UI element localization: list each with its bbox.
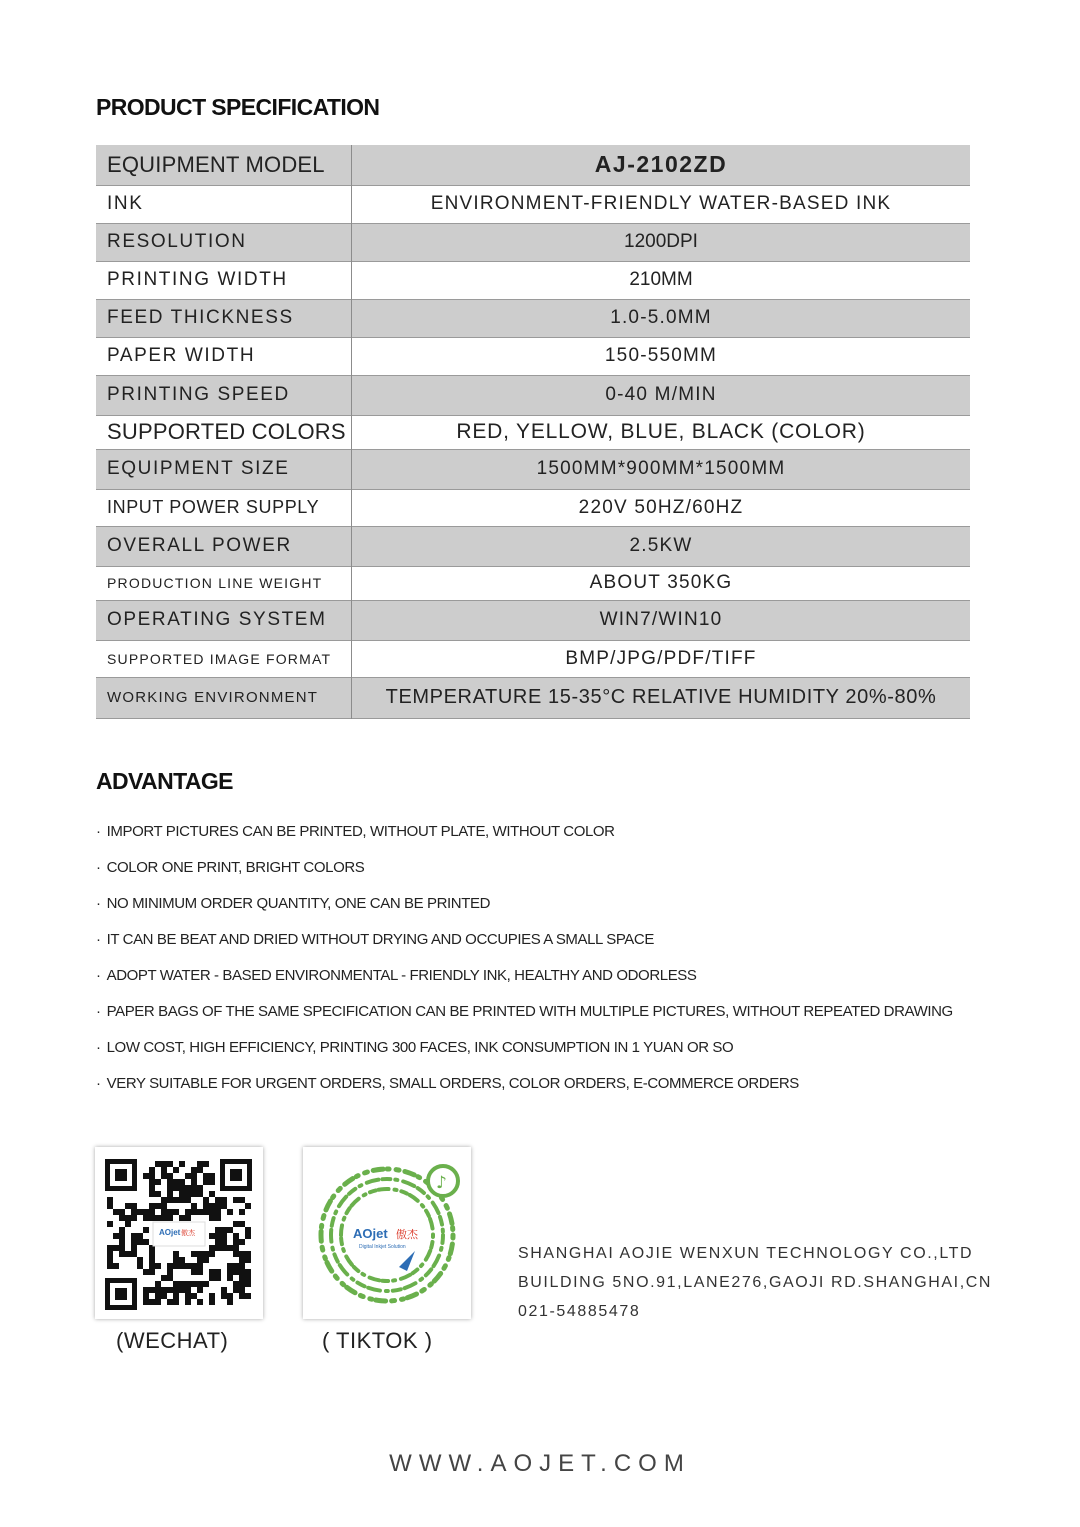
- svg-text:♪: ♪: [436, 1173, 447, 1193]
- spec-row: [96, 526, 970, 566]
- company-name: SHANGHAI AOJIE WENXUN TECHNOLOGY CO.,LTD: [518, 1245, 974, 1262]
- website-url[interactable]: WWW.AOJET.COM: [389, 1450, 691, 1477]
- spec-value: 1200DPI: [352, 223, 971, 261]
- spec-label: PAPER WIDTH: [96, 337, 352, 375]
- tiktok-label: ( TIKTOK ): [322, 1328, 433, 1353]
- wechat-label: (WECHAT): [116, 1328, 229, 1353]
- spec-value: 210MM: [629, 269, 693, 290]
- spec-value: 150-550MM: [604, 345, 718, 366]
- spec-row: [96, 261, 970, 299]
- spec-value: BMP/JPG/PDF/TIFF: [565, 647, 757, 669]
- spec-table: [96, 145, 970, 719]
- spec-row: [96, 223, 970, 261]
- advantage-item: · LOW COST, HIGH EFFICIENCY, PRINTING 300 FACES, INK CONSUMPTION IN 1 YUAN OR SO: [96, 1039, 953, 1075]
- svg-text:傲杰: 傲杰: [181, 1229, 195, 1237]
- spec-row: [96, 566, 970, 600]
- spec-row: [96, 640, 970, 677]
- svg-text:傲杰: 傲杰: [396, 1228, 418, 1241]
- spec-row: [96, 185, 970, 223]
- qr-code-icon: [95, 1147, 263, 1319]
- spec-value: WIN7/WIN10: [352, 600, 971, 640]
- spec-label: OVERALL POWER: [96, 526, 352, 566]
- advantage-list: [96, 823, 953, 1111]
- tiktok-code-icon: [303, 1147, 471, 1319]
- spec-label: RESOLUTION: [96, 223, 352, 261]
- spec-value: 220V 50HZ/60HZ: [578, 496, 744, 518]
- spec-value: ABOUT 350KG: [589, 572, 733, 593]
- spec-value: RED, YELLOW, BLUE, BLACK (COLOR): [456, 420, 866, 443]
- spec-row: [96, 489, 970, 526]
- spec-row: [96, 145, 970, 185]
- spec-label: PRINTING WIDTH: [96, 261, 352, 299]
- company-phone: 021-54885478: [518, 1303, 641, 1320]
- spec-value: 2.5KW: [352, 526, 971, 566]
- spec-label: OPERATING SYSTEM: [96, 600, 352, 640]
- company-address: BUILDING 5NO.91,LANE276,GAOJI RD.SHANGHAI,CN: [518, 1274, 993, 1291]
- advantage-item: · IT CAN BE BEAT AND DRIED WITHOUT DRYING AND OCCUPIES A SMALL SPACE: [96, 931, 953, 967]
- spec-label: EQUIPMENT SIZE: [96, 449, 352, 489]
- spec-value: 1500MM*900MM*1500MM: [352, 449, 971, 489]
- spec-value: ENVIRONMENT-FRIENDLY WATER-BASED INK: [430, 193, 892, 214]
- spec-value: 0-40 M/MIN: [352, 375, 971, 415]
- spec-row: [96, 415, 970, 449]
- spec-label: EQUIPMENT MODEL: [96, 145, 352, 185]
- svg-text:Digital Inkjet Solution: Digital Inkjet Solution: [359, 1244, 406, 1250]
- spec-value: TEMPERATURE 15-35°C RELATIVE HUMIDITY 20%-80%: [352, 677, 971, 718]
- spec-label: FEED THICKNESS: [96, 299, 352, 337]
- spec-label: WORKING ENVIRONMENT: [96, 677, 352, 718]
- spec-row: [96, 299, 970, 337]
- advantage-item: · ADOPT WATER - BASED ENVIRONMENTAL - FRIENDLY INK, HEALTHY AND ODORLESS: [96, 967, 953, 1003]
- spec-label: INPUT POWER SUPPLY: [96, 489, 352, 526]
- advantage-title: ADVANTAGE: [96, 768, 233, 794]
- advantage-item: · VERY SUITABLE FOR URGENT ORDERS, SMALL ORDERS, COLOR ORDERS, E-COMMERCE ORDERS: [96, 1075, 953, 1111]
- spec-row: [96, 600, 970, 640]
- spec-row: [96, 449, 970, 489]
- advantage-item: · PAPER BAGS OF THE SAME SPECIFICATION CAN BE PRINTED WITH MULTIPLE PICTURES, WITHOUT REPEATED DRAWING: [96, 1003, 953, 1039]
- spec-row: [96, 337, 970, 375]
- spec-label: SUPPORTED COLORS: [96, 415, 352, 449]
- spec-title: PRODUCT SPECIFICATION: [96, 94, 380, 120]
- spec-value: 1.0-5.0MM: [352, 299, 971, 337]
- spec-label: PRODUCTION LINE WEIGHT: [96, 566, 352, 600]
- svg-text:AOjet: AOjet: [159, 1228, 181, 1237]
- spec-row: [96, 677, 970, 718]
- wechat-qr-code: [95, 1147, 263, 1319]
- tiktok-code: [303, 1147, 471, 1319]
- advantage-item: · COLOR ONE PRINT, BRIGHT COLORS: [96, 859, 953, 895]
- advantage-item: · IMPORT PICTURES CAN BE PRINTED, WITHOUT PLATE, WITHOUT COLOR: [96, 823, 953, 859]
- svg-text:AOjet: AOjet: [353, 1226, 388, 1241]
- spec-value: AJ-2102ZD: [352, 145, 971, 185]
- spec-label: INK: [96, 185, 352, 223]
- advantage-item: · NO MINIMUM ORDER QUANTITY, ONE CAN BE PRINTED: [96, 895, 953, 931]
- spec-label: SUPPORTED IMAGE FORMAT: [96, 640, 352, 677]
- spec-row: [96, 375, 970, 415]
- spec-label: PRINTING SPEED: [96, 375, 352, 415]
